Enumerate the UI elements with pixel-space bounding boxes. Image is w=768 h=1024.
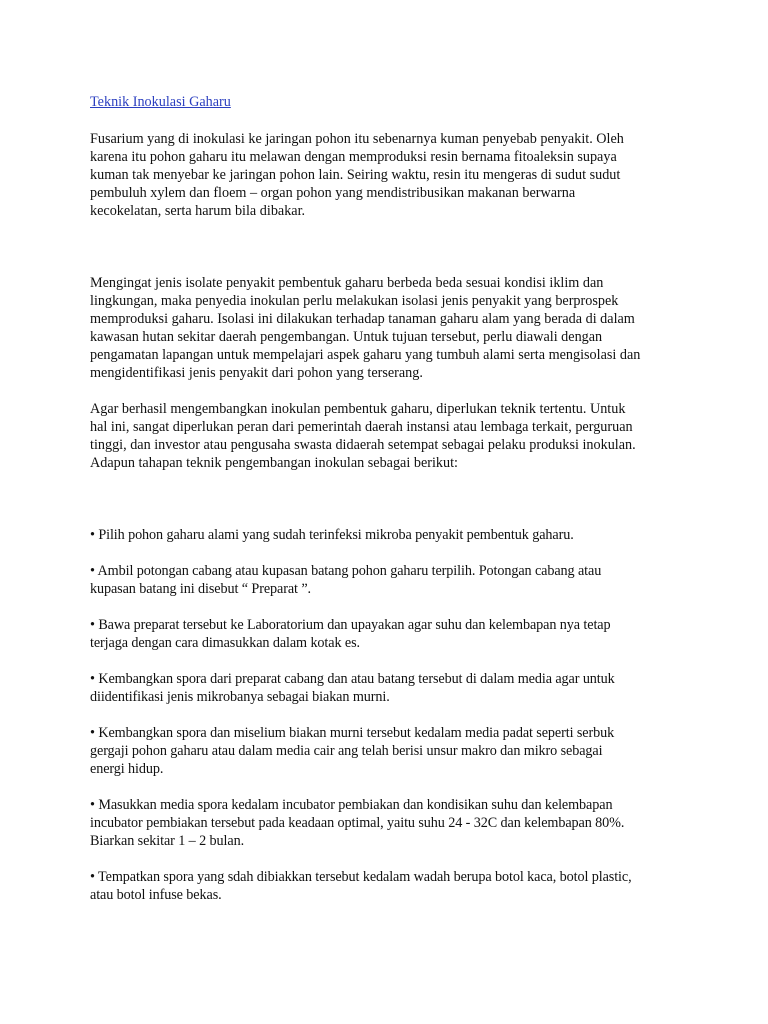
step-text: • Tempatkan spora yang sdah dibiakkan tersebut kedalam wadah berupa botol kaca, botol plastic, atau botol infuse bekas.: [90, 869, 632, 903]
step-text: • Kembangkan spora dan miselium biakan murni tersebut kedalam media padat seperti serbuk gergaji pohon gaharu atau dalam media cair ang telah berisi unsur makro dan mikro sebagai energi hidup.: [90, 725, 615, 777]
paragraph-isolasi: Mengingat jenis isolate penyakit pembentuk gaharu berbeda beda sesuai kondisi iklim dan lingkungan, maka penyedia inokulan perlu melakukan isolasi jenis penyakit yang berprospek memproduksi gaharu. Isolasi ini dilakukan terhadap tanaman gaharu alam yang berada di dalam kawasan hutan sekitar daerah pengembangan. Untuk tujuan tersebut, perlu diawali dengan pengamatan lapangan untuk mempelajari aspek gaharu yang tumbuh alami serta mengisolasi dan mengidentifikasi jenis penyakit dari pohon yang terserang.: [90, 275, 641, 381]
step-text: • Pilih pohon gaharu alami yang sudah terinfeksi mikroba penyakit pembentuk gaharu.: [90, 527, 574, 543]
step-text: • Masukkan media spora kedalam incubator pembiakan dan kondisikan suhu dan kelembapan incubator pembiakan tersebut pada keadaan optimal, yaitu suhu 24 - 32C dan kelembapan 80%. Biarkan sekitar 1 – 2 bulan.: [90, 797, 625, 849]
step-text: • Ambil potongan cabang atau kupasan batang pohon gaharu terpilih. Potongan cabang atau kupasan batang ini disebut “ Preparat ”.: [90, 563, 602, 597]
paragraph-fusarium: Fusarium yang di inokulasi ke jaringan pohon itu sebenarnya kuman penyebab penyakit. Oleh karena itu pohon gaharu itu melawan dengan memproduksi resin bernama fitoaleksin supaya kuman tak menyebar ke jaringan pohon lain. Seiring waktu, resin itu mengeras di sudut sudut pembuluh xylem dan floem – organ pohon yang mendistribusikan makanan berwarna kecokelatan, serta harum bila dibakar.: [90, 131, 624, 219]
list-item: [90, 526, 690, 544]
list-item: [90, 616, 690, 652]
steps-list: [90, 526, 690, 904]
list-item: [90, 868, 690, 904]
paragraph-tahapan: Agar berhasil mengembangkan inokulan pembentuk gaharu, diperlukan teknik tertentu. Untuk hal ini, sangat diperlukan peran dari pemerintah daerah instansi atau lembaga terkait, perguruan tinggi, dan investor atau pengusaha swasta didaerah setempat sebagai pelaku produksi inokulan. Adapun tahapan teknik pengembangan inokulan sebagai berikut:: [90, 401, 636, 471]
step-text: • Kembangkan spora dari preparat cabang dan atau batang tersebut di dalam media agar untuk diidentifikasi jenis mikrobanya sebagai biakan murni.: [90, 671, 615, 705]
title-link[interactable]: Teknik Inokulasi Gaharu: [90, 94, 231, 110]
step-text: • Bawa preparat tersebut ke Laboratorium dan upayakan agar suhu dan kelembapan nya tetap terjaga dengan cara dimasukkan dalam kotak es.: [90, 617, 611, 651]
list-item: [90, 562, 690, 598]
document-page: [90, 93, 690, 922]
list-item: [90, 724, 690, 778]
list-item: [90, 796, 690, 850]
list-item: [90, 670, 690, 706]
